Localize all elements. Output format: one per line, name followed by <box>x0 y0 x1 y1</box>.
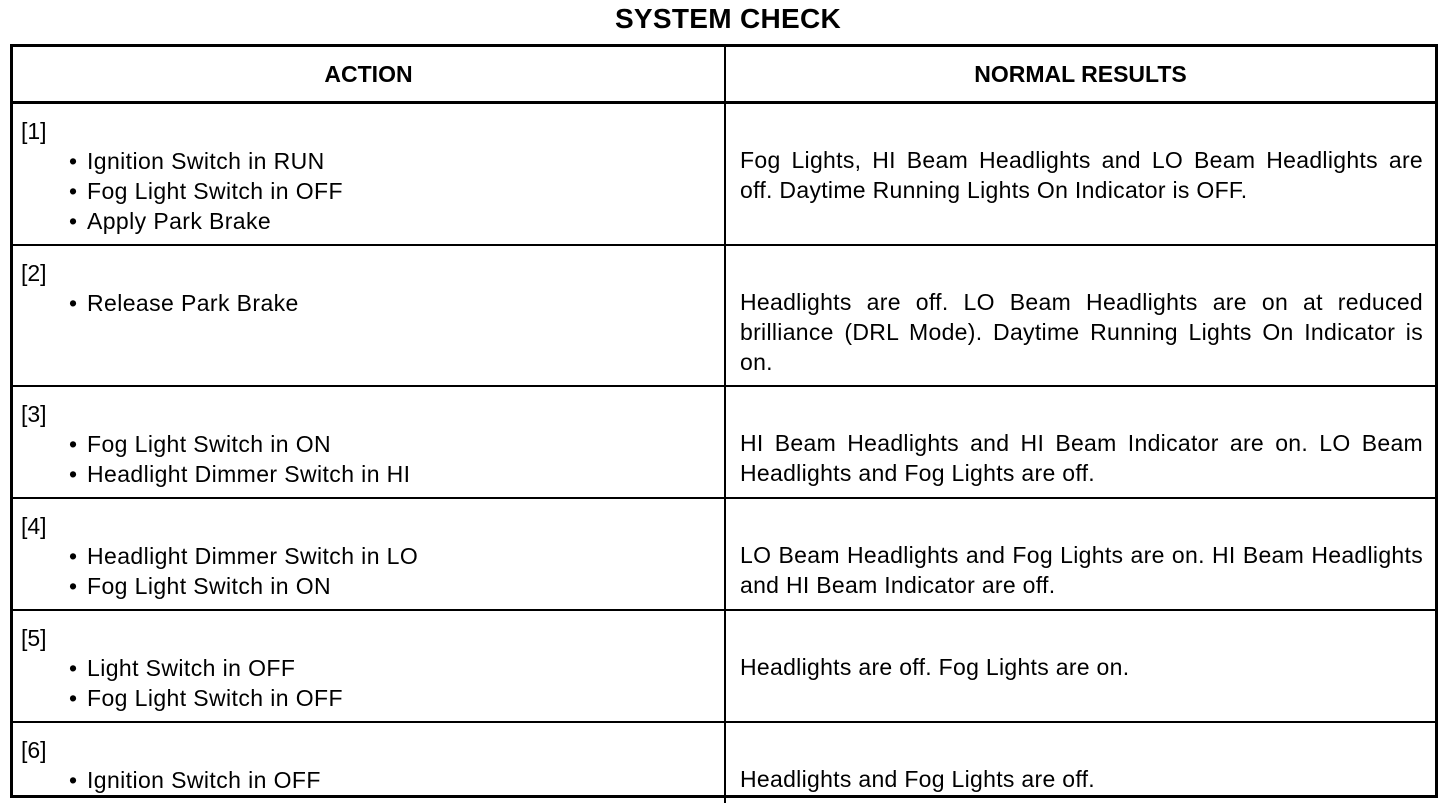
action-list <box>21 429 724 489</box>
action-item: • Ignition Switch in OFF <box>77 765 724 795</box>
step-number: [1] <box>21 118 47 144</box>
action-cell <box>13 103 725 246</box>
system-check-table <box>13 47 1435 803</box>
result-cell: Fog Lights, HI Beam Headlights and LO Beam Headlights are off. Daytime Running Lights On Indicator is OFF. <box>725 103 1435 246</box>
action-cell <box>13 245 725 386</box>
action-item: • Ignition Switch in RUN <box>77 146 724 176</box>
action-cell <box>13 498 725 610</box>
action-cell <box>13 610 725 722</box>
result-cell: Headlights are off. Fog Lights are on. <box>725 610 1435 722</box>
action-item: • Apply Park Brake <box>77 206 724 236</box>
action-list <box>21 765 724 795</box>
table-row <box>13 386 1435 498</box>
column-header-action: ACTION <box>13 47 725 103</box>
table-row <box>13 498 1435 610</box>
action-cell <box>13 386 725 498</box>
system-check-table-frame <box>10 44 1438 798</box>
step-number: [5] <box>21 625 47 651</box>
action-list <box>21 541 724 601</box>
action-item: • Fog Light Switch in OFF <box>77 683 724 713</box>
action-list <box>21 653 724 713</box>
action-item: • Release Park Brake <box>77 288 724 318</box>
result-cell: Headlights and Fog Lights are off. <box>725 722 1435 803</box>
step-number: [3] <box>21 401 47 427</box>
step-number: [6] <box>21 737 47 763</box>
action-item: • Fog Light Switch in ON <box>77 571 724 601</box>
action-list <box>21 146 724 236</box>
page-title: SYSTEM CHECK <box>614 3 842 34</box>
action-item: • Fog Light Switch in OFF <box>77 176 724 206</box>
table-header-row <box>13 47 1435 103</box>
action-item: • Headlight Dimmer Switch in HI <box>77 459 724 489</box>
column-header-normal-results: NORMAL RESULTS <box>725 47 1435 103</box>
result-cell: HI Beam Headlights and HI Beam Indicator are on. LO Beam Headlights and Fog Lights are off. <box>725 386 1435 498</box>
action-cell <box>13 722 725 803</box>
table-row <box>13 610 1435 722</box>
action-item: • Fog Light Switch in ON <box>77 429 724 459</box>
action-list <box>21 288 724 318</box>
step-number: [4] <box>21 513 47 539</box>
action-item: • Light Switch in OFF <box>77 653 724 683</box>
step-number: [2] <box>21 260 47 286</box>
table-row <box>13 722 1435 803</box>
table-row <box>13 245 1435 386</box>
table-row <box>13 103 1435 246</box>
result-cell: Headlights are off. LO Beam Headlights are on at reduced brilliance (DRL Mode). Daytime Running Lights On Indicator is on. <box>725 245 1435 386</box>
action-item: • Headlight Dimmer Switch in LO <box>77 541 724 571</box>
result-cell: LO Beam Headlights and Fog Lights are on. HI Beam Headlights and HI Beam Indicator are off. <box>725 498 1435 610</box>
